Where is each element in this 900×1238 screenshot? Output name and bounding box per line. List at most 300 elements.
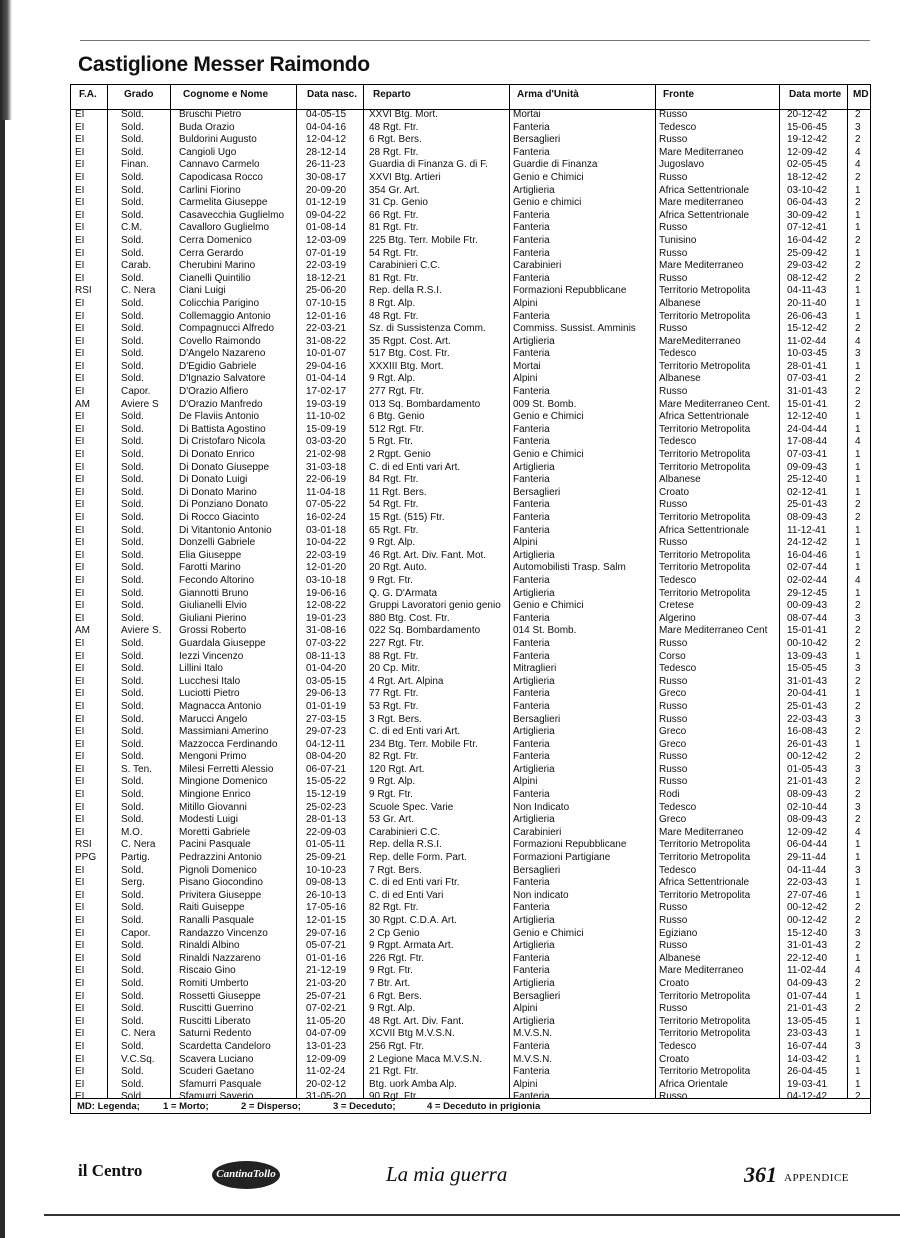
cell-fa: EI <box>75 574 85 586</box>
cell-data-nasc: 20-09-20 <box>306 184 347 196</box>
cell-data-nasc: 25-09-21 <box>306 852 347 864</box>
cell-md: 2 <box>855 134 861 146</box>
cell-data-nasc: 09-08-13 <box>306 877 347 889</box>
legend <box>71 1098 870 1115</box>
cell-data-morte: 29-12-45 <box>787 587 828 599</box>
cell-reparto: 65 Rgt. Ftr. <box>369 524 419 536</box>
cell-md: 3 <box>855 864 861 876</box>
cell-data-morte: 08-09-43 <box>787 814 828 826</box>
cell-arma: Fanteria <box>513 650 550 662</box>
cell-data-morte: 10-03-45 <box>787 348 828 360</box>
table-row <box>71 902 870 915</box>
cell-data-nasc: 08-11-13 <box>306 650 346 662</box>
cell-reparto: 120 Rgt. Art. <box>369 763 425 775</box>
cell-reparto: Sz. di Sussistenza Comm. <box>369 323 486 335</box>
cell-md: 1 <box>855 184 861 196</box>
cell-md: 1 <box>855 411 861 423</box>
cell-data-morte: 02-12-41 <box>787 486 828 498</box>
cell-arma: Fanteria <box>513 965 550 977</box>
cell-fa: EI <box>75 499 85 511</box>
cell-fronte: Russo <box>659 222 688 234</box>
cell-nome: Di Vitantonio Antonio <box>179 524 272 536</box>
cell-reparto: 7 Rgt. Bers. <box>369 864 422 876</box>
cell-reparto: 354 Gr. Art. <box>369 184 420 196</box>
cell-grado: M.O. <box>121 826 143 838</box>
table-row <box>71 965 870 978</box>
cell-arma: Fanteria <box>513 247 550 259</box>
cell-data-nasc: 07-03-22 <box>306 637 347 649</box>
cell-arma: Fanteria <box>513 272 550 284</box>
cell-data-morte: 09-09-43 <box>787 461 828 473</box>
cell-fronte: Algerino <box>659 612 696 624</box>
cell-fronte: Territorio Metropolita <box>659 587 751 599</box>
cell-data-nasc: 12-04-12 <box>306 134 347 146</box>
cell-fronte: Tunisino <box>659 234 697 246</box>
cell-fronte: Albanese <box>659 474 701 486</box>
cell-nome: Di Donato Luigi <box>179 474 248 486</box>
cell-nome: D'Ignazio Salvatore <box>179 373 266 385</box>
cell-fa: EI <box>75 486 85 498</box>
table-row <box>71 348 870 361</box>
cell-reparto: Gruppi Lavoratori genio genio <box>369 600 501 612</box>
cell-data-morte: 12-09-42 <box>787 826 828 838</box>
cell-fa: EI <box>75 121 85 133</box>
cell-data-morte: 00-10-42 <box>787 637 828 649</box>
cell-fa: EI <box>75 562 85 574</box>
cell-grado: Sold. <box>121 272 144 284</box>
cell-fronte: Mare Mediterraneo Cent. <box>659 398 771 410</box>
cell-data-nasc: 07-01-19 <box>306 247 347 259</box>
table-row <box>71 928 870 941</box>
cell-reparto: 53 Gr. Art. <box>369 814 415 826</box>
cell-arma: 014 St. Bomb. <box>513 625 577 637</box>
cell-nome: Cavalloro Guglielmo <box>179 222 270 234</box>
table-row <box>71 235 870 248</box>
cell-fa: EI <box>75 335 85 347</box>
cell-data-morte: 19-03-41 <box>787 1078 828 1090</box>
cell-data-morte: 22-12-40 <box>787 952 828 964</box>
cell-fa: EI <box>75 713 85 725</box>
cell-md: 2 <box>855 512 861 523</box>
cell-arma: Mortai <box>513 109 541 120</box>
cell-reparto: 15 Rgt. (515) Ftr. <box>369 512 445 523</box>
cell-reparto: 11 Rgt. Bers. <box>369 486 427 498</box>
table-row <box>71 588 870 601</box>
cell-data-morte: 26-06-43 <box>787 310 828 322</box>
cell-fa: EI <box>75 763 85 775</box>
cell-nome: Mingione Domenico <box>179 776 268 788</box>
cell-fa: EI <box>75 134 85 146</box>
cell-data-morte: 02-02-44 <box>787 574 828 586</box>
cell-grado: Sold. <box>121 738 144 750</box>
cell-fronte: Albanese <box>659 297 701 309</box>
cell-fronte: Tedesco <box>659 574 697 586</box>
cell-data-nasc: 12-01-16 <box>306 310 347 322</box>
cell-nome: Milesi Ferretti Alessio <box>179 763 274 775</box>
cell-reparto: 90 Rgt. Ftr. <box>369 1091 419 1103</box>
cell-grado: Sold. <box>121 700 144 712</box>
cell-fronte: Territorio Metropolita <box>659 839 751 851</box>
cell-data-morte: 16-07-44 <box>787 1040 828 1052</box>
cell-fa: EI <box>75 927 85 939</box>
cell-fa: PPG <box>75 852 97 864</box>
cell-grado: Sold. <box>121 171 144 183</box>
legend-item-4: 4 = Deceduto in prigionia <box>427 1101 541 1112</box>
cell-data-nasc: 12-01-15 <box>306 915 347 926</box>
cell-nome: Di Battista Agostino <box>179 423 266 435</box>
cell-arma: Bersaglieri <box>513 864 561 876</box>
cell-md: 1 <box>855 247 861 259</box>
cell-data-nasc: 04-07-09 <box>306 1028 347 1040</box>
cell-reparto: 226 Rgt. Ftr. <box>369 952 425 964</box>
cell-data-morte: 14-03-42 <box>787 1053 828 1065</box>
cell-reparto: Btg. uork Amba Alp. <box>369 1078 457 1090</box>
cell-fronte: Mare Mediterraneo <box>659 146 744 158</box>
cell-data-morte: 28-01-41 <box>787 360 828 372</box>
cell-arma: Fanteria <box>513 877 550 889</box>
cell-nome: Casavecchia Guglielmo <box>179 209 285 221</box>
cell-reparto: 4 Rgt. Art. Alpina <box>369 675 444 687</box>
cell-fa: EI <box>75 776 85 788</box>
cell-fa: RSI <box>75 285 92 297</box>
cell-data-nasc: 06-07-21 <box>306 763 347 775</box>
table-row <box>71 764 870 777</box>
cell-nome: Buldorini Augusto <box>179 134 257 146</box>
table-row <box>71 285 870 298</box>
cell-arma: Genio e Chimici <box>513 449 584 461</box>
cell-arma: Fanteria <box>513 386 550 398</box>
cell-data-morte: 00-12-42 <box>787 751 828 763</box>
cell-nome: Moretti Gabriele <box>179 826 251 838</box>
cell-data-nasc: 21-12-19 <box>306 965 347 977</box>
cell-nome: Cianelli Quintilio <box>179 272 251 284</box>
logo-text: CantinaTollo <box>216 1168 276 1180</box>
cell-data-morte: 11-12-41 <box>787 524 827 536</box>
cell-fa: EI <box>75 234 85 246</box>
cell-grado: Aviere S <box>121 398 159 410</box>
cell-grado: Sold. <box>121 512 144 523</box>
table-row <box>71 726 870 739</box>
cell-reparto: Scuole Spec. Varie <box>369 801 454 813</box>
cell-fa: EI <box>75 310 85 322</box>
cell-grado: Sold. <box>121 373 144 385</box>
table-row <box>71 411 870 424</box>
cell-data-nasc: 10-04-22 <box>306 537 347 549</box>
cell-data-nasc: 18-12-21 <box>306 272 347 284</box>
cell-nome: Carmelita Giuseppe <box>179 197 268 209</box>
cell-reparto: 28 Rgt. Ftr. <box>369 146 419 158</box>
cell-md: 1 <box>855 285 861 297</box>
cell-fa: EI <box>75 512 85 523</box>
cell-fa: EI <box>75 600 85 612</box>
cell-md: 4 <box>855 436 861 448</box>
cell-fa: EI <box>75 1078 85 1090</box>
cell-md: 3 <box>855 713 861 725</box>
cell-fa: EI <box>75 247 85 259</box>
cell-grado: Sold. <box>121 461 144 473</box>
cell-grado: Sold. <box>121 562 144 574</box>
cell-nome: Ruscitti Liberato <box>179 1015 251 1027</box>
cell-reparto: Rep. della R.S.I. <box>369 839 442 851</box>
footer-section: APPENDICE <box>784 1172 850 1184</box>
cell-md: 1 <box>855 1053 861 1065</box>
cell-data-nasc: 29-07-23 <box>306 726 347 738</box>
cell-arma: Alpini <box>513 776 538 788</box>
cell-arma: Artiglieria <box>513 587 555 599</box>
cell-reparto: 022 Sq. Bombardamento <box>369 625 481 637</box>
cell-grado: Aviere S. <box>121 625 162 637</box>
cell-arma: Fanteria <box>513 789 550 801</box>
cell-grado: Sold. <box>121 902 144 914</box>
legend-item-2: 2 = Disperso; <box>241 1101 301 1112</box>
cell-reparto: 9 Rgpt. Armata Art. <box>369 940 454 952</box>
cell-md: 3 <box>855 121 861 133</box>
cell-data-nasc: 31-05-20 <box>306 1091 347 1103</box>
cell-arma: Alpini <box>513 297 538 309</box>
page-number: 361 <box>744 1162 777 1187</box>
cell-md: 2 <box>855 726 861 738</box>
cell-fa: EI <box>75 171 85 183</box>
cell-arma: Fanteria <box>513 524 550 536</box>
table-row <box>71 915 870 928</box>
cell-data-morte: 22-03-43 <box>787 877 828 889</box>
cell-fa: EI <box>75 738 85 750</box>
cell-arma: Fanteria <box>513 121 550 133</box>
cell-data-morte: 20-12-42 <box>787 109 828 120</box>
cell-data-morte: 15-01-41 <box>787 398 828 410</box>
cell-reparto: C. di ed Enti vari Art. <box>369 461 461 473</box>
cell-data-nasc: 08-04-20 <box>306 751 347 763</box>
cell-md: 2 <box>855 700 861 712</box>
cell-fronte: Russo <box>659 940 688 952</box>
cell-fronte: Egiziano <box>659 927 698 939</box>
cell-grado: Sold. <box>121 600 144 612</box>
cell-data-morte: 12-12-40 <box>787 411 828 423</box>
cell-arma: Formazioni Repubblicane <box>513 839 627 851</box>
cell-grado: Sold. <box>121 789 144 801</box>
cell-data-morte: 16-04-42 <box>787 234 828 246</box>
cell-arma: Fanteria <box>513 209 550 221</box>
cell-md: 1 <box>855 310 861 322</box>
cell-reparto: 48 Rgt. Art. Div. Fant. <box>369 1015 464 1027</box>
table-row <box>71 890 870 903</box>
cell-fronte: Russo <box>659 751 688 763</box>
table-row <box>71 449 870 462</box>
table-row <box>71 865 870 878</box>
legend-label: MD: Legenda; <box>77 1101 140 1112</box>
cell-fa: EI <box>75 650 85 662</box>
cell-data-nasc: 01-04-20 <box>306 663 347 675</box>
cell-grado: C. Nera <box>121 285 156 297</box>
cell-data-nasc: 29-06-13 <box>306 688 347 700</box>
cell-grado: Sold. <box>121 335 144 347</box>
cell-fa: EI <box>75 663 85 675</box>
table-row <box>71 714 870 727</box>
cell-fronte: Tedesco <box>659 348 697 360</box>
cell-fronte: Territorio Metropolita <box>659 562 751 574</box>
table-row <box>71 978 870 991</box>
cell-data-nasc: 12-08-22 <box>306 600 347 612</box>
cell-data-morte: 22-03-43 <box>787 713 828 725</box>
cell-reparto: 9 Rgt. Alp. <box>369 776 416 788</box>
legend-item-1: 1 = Morto; <box>163 1101 209 1112</box>
cell-data-nasc: 07-10-15 <box>306 297 347 309</box>
table-row <box>71 311 870 324</box>
table-row <box>71 802 870 815</box>
header-data-morte: Data morte <box>789 89 842 100</box>
cell-fronte: Cretese <box>659 600 695 612</box>
cell-md: 2 <box>855 751 861 763</box>
cell-fronte: Territorio Metropolita <box>659 889 751 901</box>
table-row <box>71 474 870 487</box>
cell-fa: EI <box>75 826 85 838</box>
cell-grado: Sold. <box>121 197 144 209</box>
cell-arma: Alpini <box>513 537 538 549</box>
cell-fa: EI <box>75 323 85 335</box>
cell-data-nasc: 17-02-17 <box>306 386 347 398</box>
table-row <box>71 273 870 286</box>
cell-nome: Riscaio Gino <box>179 965 236 977</box>
cell-reparto: 30 Rgpt. C.D.A. Art. <box>369 915 457 926</box>
cell-nome: Privitera Giuseppe <box>179 889 262 901</box>
header-nome: Cognome e Nome <box>183 89 269 100</box>
cell-fa: EI <box>75 789 85 801</box>
bottom-rule <box>44 1214 900 1216</box>
cell-md: 2 <box>855 386 861 398</box>
cell-grado: Sold. <box>121 436 144 448</box>
cell-data-morte: 08-07-44 <box>787 612 828 624</box>
cell-md: 2 <box>855 789 861 801</box>
cell-fa: EI <box>75 348 85 360</box>
cell-fronte: Russo <box>659 902 688 914</box>
cell-nome: Cerra Domenico <box>179 234 252 246</box>
table-row <box>71 462 870 475</box>
cell-grado: Sold. <box>121 360 144 372</box>
table-row <box>71 248 870 261</box>
cell-grado: Sold. <box>121 310 144 322</box>
cell-nome: Giulianelli Elvio <box>179 600 247 612</box>
cell-data-nasc: 29-07-16 <box>306 927 347 939</box>
cell-grado: Sold. <box>121 915 144 926</box>
cell-grado: Sold. <box>121 537 144 549</box>
table-row <box>71 499 870 512</box>
cell-grado: Sold. <box>121 184 144 196</box>
table-row <box>71 134 870 147</box>
cell-grado: Sold. <box>121 348 144 360</box>
cell-nome: Sfamurri Pasquale <box>179 1078 262 1090</box>
cell-data-nasc: 25-02-23 <box>306 801 347 813</box>
cell-fronte: Territorio Metropolita <box>659 285 751 297</box>
cell-data-nasc: 16-02-24 <box>306 512 347 523</box>
cell-nome: Di Ponziano Donato <box>179 499 268 511</box>
cell-md: 1 <box>855 1078 861 1090</box>
cell-arma: Fanteria <box>513 146 550 158</box>
cell-grado: Sold. <box>121 713 144 725</box>
cell-md: 2 <box>855 776 861 788</box>
cell-fronte: Territorio Metropolita <box>659 1028 751 1040</box>
cell-nome: Di Donato Enrico <box>179 449 255 461</box>
cell-md: 1 <box>855 486 861 498</box>
cell-fa: EI <box>75 386 85 398</box>
cell-data-morte: 20-11-40 <box>787 297 827 309</box>
cell-nome: Giannotti Bruno <box>179 587 249 599</box>
cell-md: 1 <box>855 209 861 221</box>
header-reparto: Reparto <box>373 89 411 100</box>
cell-fa: EI <box>75 184 85 196</box>
cell-data-morte: 15-12-40 <box>787 927 828 939</box>
cell-reparto: 6 Btg. Genio <box>369 411 425 423</box>
table-row <box>71 940 870 953</box>
cell-arma: Fanteria <box>513 738 550 750</box>
cell-data-morte: 04-09-43 <box>787 977 828 989</box>
cell-reparto: C. di ed Enti Vari <box>369 889 444 901</box>
cell-grado: Sold. <box>121 474 144 486</box>
cell-arma: Carabinieri <box>513 826 562 838</box>
cell-nome: D'Orazio Alfiero <box>179 386 249 398</box>
cell-nome: Rossetti Giuseppe <box>179 990 261 1002</box>
cell-fronte: Africa Settentrionale <box>659 184 750 196</box>
table-row <box>71 512 870 525</box>
cell-nome: Ranalli Pasquale <box>179 915 255 926</box>
cell-grado: Sold. <box>121 965 144 977</box>
cell-md: 3 <box>855 801 861 813</box>
cell-reparto: 53 Rgt. Ftr. <box>369 700 419 712</box>
cell-data-morte: 21-01-43 <box>787 1003 828 1015</box>
cell-data-nasc: 11-04-18 <box>306 486 346 498</box>
cell-md: 2 <box>855 814 861 826</box>
cell-data-nasc: 13-01-23 <box>306 1040 347 1052</box>
table-row <box>71 575 870 588</box>
cell-md: 3 <box>855 612 861 624</box>
cell-arma: Mitraglieri <box>513 663 557 675</box>
cell-md: 2 <box>855 940 861 952</box>
cell-nome: Cerra Gerardo <box>179 247 244 259</box>
cell-reparto: 66 Rgt. Ftr. <box>369 209 419 221</box>
table-row <box>71 487 870 500</box>
cell-fronte: Africa Settentrionale <box>659 209 750 221</box>
cell-data-nasc: 03-03-20 <box>306 436 347 448</box>
cell-md: 1 <box>855 461 861 473</box>
cell-data-nasc: 21-03-20 <box>306 977 347 989</box>
cell-md: 1 <box>855 952 861 964</box>
cell-fa: EI <box>75 1040 85 1052</box>
footer-book-title: La mia guerra <box>386 1162 508 1186</box>
cell-reparto: 9 Rgt. Ftr. <box>369 574 413 586</box>
cell-arma: Alpini <box>513 1078 538 1090</box>
cell-arma: Fanteria <box>513 423 550 435</box>
cell-arma: Commiss. Sussist. Amminis <box>513 323 636 335</box>
cell-fa: EI <box>75 1003 85 1015</box>
cell-nome: Mazzocca Ferdinando <box>179 738 278 750</box>
cell-data-nasc: 22-06-19 <box>306 474 347 486</box>
table-row <box>71 877 870 890</box>
cell-md: 1 <box>855 524 861 536</box>
cell-grado: Sold. <box>121 889 144 901</box>
cell-fa: EI <box>75 436 85 448</box>
cell-data-nasc: 10-10-23 <box>306 864 347 876</box>
cell-fa: EI <box>75 889 85 901</box>
cell-grado: Sold. <box>121 121 144 133</box>
cell-fa: AM <box>75 625 90 637</box>
table-row <box>71 991 870 1004</box>
cell-arma: Artiglieria <box>513 184 555 196</box>
cell-data-nasc: 07-05-22 <box>306 499 347 511</box>
cell-arma: Artiglieria <box>513 549 555 561</box>
cell-fa: EI <box>75 197 85 209</box>
cell-fronte: Russo <box>659 1091 688 1103</box>
cell-md: 2 <box>855 499 861 511</box>
cell-data-morte: 15-01-41 <box>787 625 828 637</box>
